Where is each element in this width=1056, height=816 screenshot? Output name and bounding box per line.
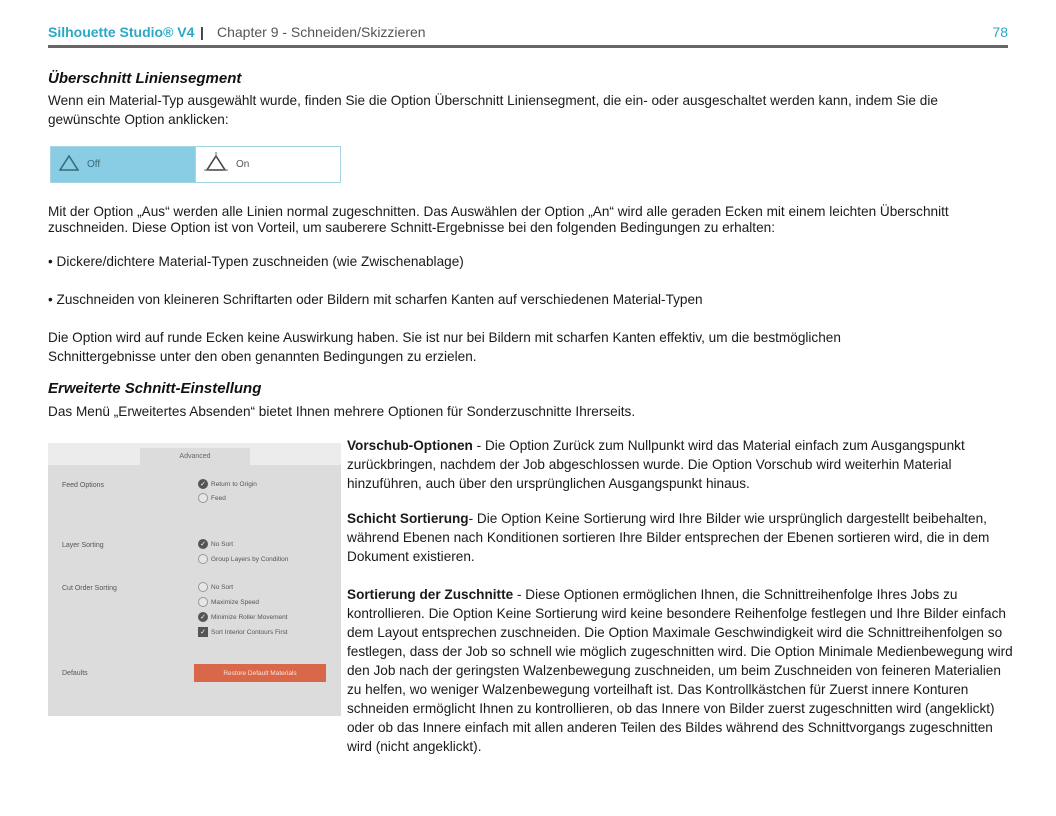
overcut-off-option[interactable]: [51, 147, 196, 182]
radio-minimize-roller[interactable]: [198, 611, 288, 623]
overcut-toggle[interactable]: [50, 146, 341, 183]
radio-label: Return to Origin: [211, 480, 257, 488]
radio-checked-icon: ✓: [198, 539, 208, 549]
checkbox-checked-icon: ✓: [198, 627, 208, 637]
overcut-note: Die Option wird auf runde Ecken keine Auswirkung haben. Sie ist nur bei Bildern mit scharfen Kanten effektiv, um die bestmöglichen Schnittergebnisse unter den oben genannten Bedingungen zu erzielen.: [48, 330, 841, 364]
checkbox-interior-contours[interactable]: [198, 626, 288, 638]
layer-sorting-label: Layer Sorting: [62, 542, 104, 549]
overcut-description: Mit der Option „Aus“ werden alle Linien normal zugeschnitten. Das Auswählen der Option „An“ wird alle geraden Ecken mit einem leichten Überschnitt zuschneiden. Diese Option ist von Vorteil, um sauberere Schnitt-Ergebnisse bei den folgenden Bedingungen zu erhalten:: [48, 204, 949, 235]
page-number: 78: [992, 24, 1008, 40]
radio-group-layers[interactable]: [198, 553, 288, 565]
radio-unchecked-icon: [198, 554, 208, 564]
advanced-settings-panel: [48, 443, 341, 716]
tab-bar: [48, 443, 341, 465]
radio-maximize-speed[interactable]: [198, 596, 259, 608]
overcut-on-option[interactable]: [196, 147, 340, 182]
term: Sortierung der Zuschnitte: [347, 587, 514, 602]
chapter-title: Chapter 9 - Schneiden/Skizzieren: [217, 24, 426, 40]
radio-label: Minimize Roller Movement: [211, 613, 288, 621]
bullet-item: • Zuschneiden von kleineren Schriftarten oder Bildern mit scharfen Kanten auf verschiedenen Material-Typen: [48, 292, 703, 307]
advanced-intro: Das Menü „Erweitertes Absenden“ bietet Ihnen mehrere Optionen für Sonderzuschnitte Ihrerseits.: [48, 404, 636, 419]
header-divider: [48, 45, 1008, 48]
radio-label: Group Layers by Condition: [211, 555, 289, 563]
header-separator: |: [200, 24, 204, 40]
tab-advanced[interactable]: Advanced: [140, 448, 250, 467]
radio-unchecked-icon: [198, 582, 208, 592]
radio-unchecked-icon: [198, 597, 208, 607]
term: Schicht Sortierung: [347, 511, 469, 526]
definition: - Die Option Keine Sortierung wird Ihre Bilder wie ursprünglich dargestellt beibehalten, während Ebenen nach Konditionen sortieren Ihre Bilder entsprechen der Ebenen sortieren wird, die in dem Dokument existieren.: [347, 511, 990, 564]
bullet-item: • Dickere/dichtere Material-Typen zuschneiden (wie Zwischenablage): [48, 254, 464, 269]
radio-return-to-origin[interactable]: [198, 478, 257, 490]
radio-checked-icon: ✓: [198, 479, 208, 489]
defaults-label: Defaults: [62, 670, 88, 677]
section-title-overcut: Überschnitt Liniensegment: [48, 70, 242, 87]
checkbox-label: Sort Interior Contours First: [211, 628, 288, 636]
restore-defaults-button[interactable]: Restore Default Materials: [194, 664, 326, 682]
triangle-icon: [59, 155, 79, 174]
radio-feed[interactable]: [198, 492, 226, 504]
section-title-advanced: Erweiterte Schnitt-Einstellung: [48, 380, 262, 397]
radio-checked-icon: ✓: [198, 612, 208, 622]
description-cut-order: [347, 585, 1017, 756]
brand-title: Silhouette Studio® V4: [48, 24, 195, 40]
description-layer-sorting: [347, 509, 1017, 566]
description-feed-options: [347, 436, 1017, 493]
overcut-off-label: Off: [87, 159, 101, 170]
radio-label: Feed: [211, 494, 226, 502]
definition: - Diese Optionen ermöglichen Ihnen, die Schnittreihenfolge Ihres Jobs zu kontrollieren. Die Option Keine Sortierung wird keine besondere Reihenfolge festlegen und Ihre Bilder einfach dem Layout entsprechen zuschneiden. Die Option Maximale Geschwindigkeit wird die Schnittreihenfolgen so festlegen, dass der Job so schnell wie möglich zugeschnitten wird. Die Option Minimale Medienbewegung wird den Job nach der geringsten Walzenbewegung zuschneiden, um beim Zuschneiden von feineren Materialien zu helfen, wo weniger Walzenbewegung vorteilhaft ist. Das Kontrollkästchen für Zuerst innere Konturen schneiden ermöglicht Ihnen zu kontrollieren, ob das Innere von Bilder zuerst zugeschnitten wird (angeklickt) oder ob das Innere einfach mit allen anderen Teilen des Bildes während des Schnittvorgangs zugeschnitten wird (nicht angeklickt).: [347, 587, 1013, 754]
radio-layer-no-sort[interactable]: [198, 538, 233, 550]
term: Vorschub-Optionen: [347, 438, 473, 453]
triangle-overcut-icon: [204, 152, 228, 177]
page-header: [48, 24, 1008, 46]
radio-label: No Sort: [211, 583, 234, 591]
definition: - Die Option Zurück zum Nullpunkt wird das Material einfach zum Ausgangspunkt zurückbringen, nachdem der Job abgeschlossen wurde. Die Option Vorschub wird weiterhin Material hinzuführen, auch über den ursprünglichen Ausgangspunkt hinaus.: [347, 438, 965, 491]
radio-label: Maximize Speed: [211, 598, 260, 606]
feed-options-label: Feed Options: [62, 482, 105, 489]
cut-order-label: Cut Order Sorting: [62, 585, 117, 592]
radio-label: No Sort: [211, 540, 234, 548]
radio-cut-no-sort[interactable]: [198, 581, 233, 593]
radio-unchecked-icon: [198, 493, 208, 503]
overcut-intro: Wenn ein Material-Typ ausgewählt wurde, finden Sie die Option Überschnitt Liniensegment, die ein- oder ausgeschaltet werden kann, indem Sie die gewünschte Option anklicken:: [48, 93, 938, 127]
overcut-on-label: On: [236, 159, 250, 170]
